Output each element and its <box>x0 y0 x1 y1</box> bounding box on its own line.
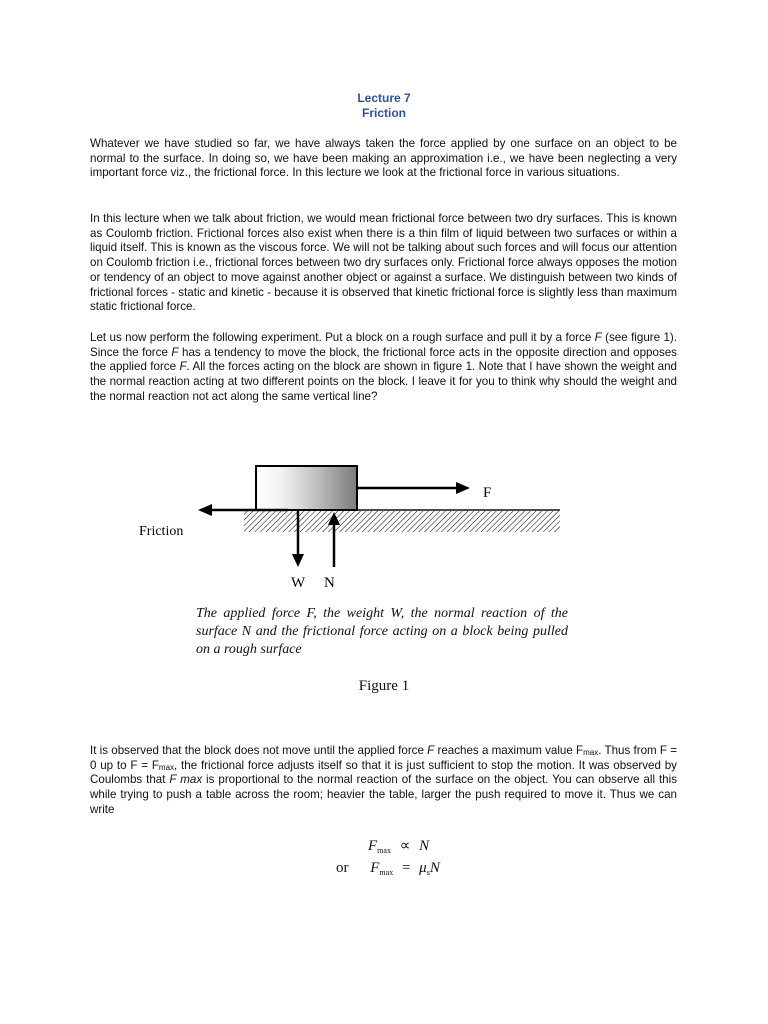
page-title: Friction <box>362 106 406 120</box>
text-span: has a tendency to move the block, the frictional force acts in the opposite direction and opposes the applied force <box>90 345 677 374</box>
var-f: F <box>179 360 187 374</box>
eq-mu-subscript: s <box>426 868 430 877</box>
var-f: F <box>427 744 435 757</box>
applied-force-arrow <box>357 482 470 494</box>
text-span: reaches a maximum value F <box>434 744 584 757</box>
subscript-max: max <box>583 748 599 757</box>
text-span: . All the forces acting on the block are shown in figure 1. Note that I have shown the weight and the normal reaction acting at two different points on the block. I leave it for you to think why should the weight and the normal reaction not act along the same vertical line? <box>90 360 677 403</box>
eq-n: N <box>419 838 430 854</box>
eq-f: F <box>368 838 378 854</box>
eq-relation: ∝ <box>399 838 411 854</box>
eq-subscript: max <box>379 868 394 877</box>
paragraph-intro: Whatever we have studied so far, we have always taken the force applied by one surface on an object to be normal to the surface. In doing so, we have been making an approximation i.e., we have been neglecting a very important force viz., the frictional force. In this lecture we look at the frictional force in various situations. <box>90 137 677 180</box>
text-span: Let us now perform the following experiment. Put a block on a rough surface and pull it by a force <box>90 331 595 344</box>
var-fmax: F max <box>169 773 203 787</box>
figure-title: Figure 1 <box>358 678 410 694</box>
label-weight: W <box>291 575 306 591</box>
equation-coefficient <box>336 860 440 877</box>
eq-or: or <box>336 860 349 876</box>
text-span: (see figure 1). Since the force <box>90 331 678 359</box>
rough-surface <box>244 510 560 532</box>
text-span: , the frictional force adjusts itself so that it is just sufficient to stop the motion. It was observed by Coulombs that <box>90 758 677 787</box>
var-f: F <box>171 345 179 359</box>
eq-f: F <box>370 860 380 876</box>
label-applied-force: F <box>483 485 492 501</box>
paragraph-coulomb-friction: In this lecture when we talk about friction, we would mean frictional force between two dry surfaces. This is known as Coulomb friction. Frictional forces also exist when there is a thin film of liquid between two surfaces or within a liquid itself. This is known as the viscous force. We will not be talking about such forces and will focus our attention on Coulomb friction i.e., frictional forces between two dry surfaces only. Frictional force always opposes the motion or tendency of an object to move against another object or against a surface. We distinguish between two kinds of frictional forces - static and kinetic - because it is observed that kinetic frictional force is slightly less than maximum static frictional force. <box>90 212 678 314</box>
label-normal-reaction: N <box>324 575 335 591</box>
eq-mu: μ <box>419 860 427 876</box>
eq-relation: = <box>401 860 411 876</box>
figure-caption: The applied force F, the weight W, the normal reaction of the surface N and the frictional force acting on a block being pulled on a rough surface <box>196 606 568 657</box>
block <box>256 466 357 510</box>
text-span: It is observed that the block does not move until the applied force <box>90 744 428 757</box>
equation-proportional <box>368 836 429 855</box>
eq-n: N <box>429 860 440 876</box>
subscript-max: max <box>158 762 175 772</box>
eq-subscript: max <box>377 846 391 855</box>
paragraph-fmax <box>90 744 677 818</box>
text-span: . Thus from F = 0 up to F = F <box>90 744 677 772</box>
label-friction: Friction <box>139 524 184 539</box>
var-f: F <box>594 331 602 344</box>
lecture-number: Lecture 7 <box>357 91 411 105</box>
text-span: is proportional to the normal reaction of the surface on the object. You can observe all this while trying to push a table across the room; heavier the table, larger the push required to move it. Thus we can write <box>90 773 677 816</box>
